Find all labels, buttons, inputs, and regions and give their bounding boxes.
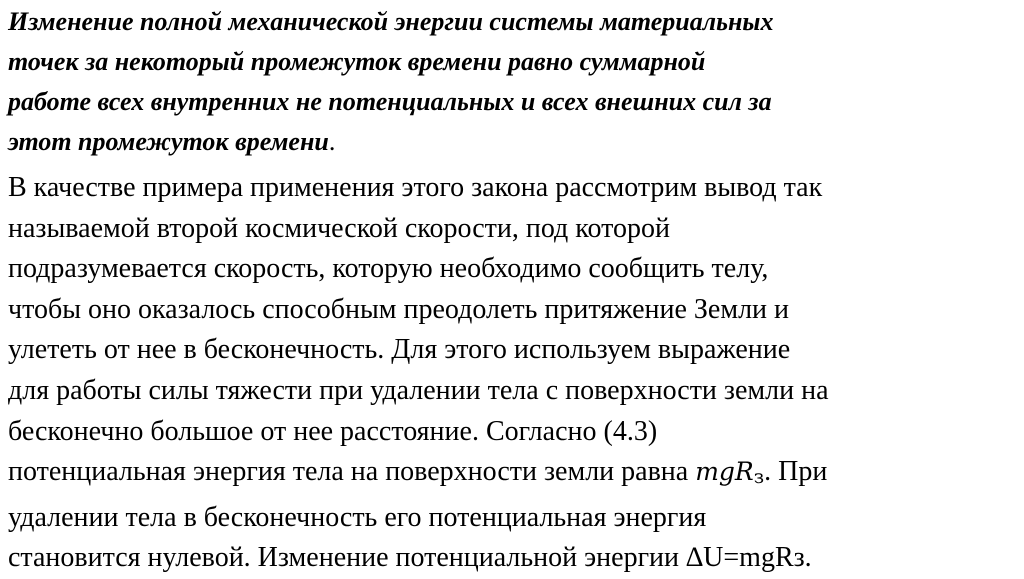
law-line-3: работе всех внутренних не потенциальных и всех внешних сил за	[8, 87, 772, 116]
example-line-2: называемой второй космической скорости, под которой	[8, 212, 670, 244]
example-line-1: В качестве примера применения этого закона рассмотрим вывод так	[8, 172, 823, 203]
example-paragraph	[8, 168, 1020, 579]
example-line-6: для работы силы тяжести при удалении тела с поверхности земли на	[8, 374, 829, 406]
example-line-7: бесконечно большое от нее расстояние. Согласно (4.3)	[8, 415, 658, 447]
formula-mgr	[695, 457, 765, 489]
law-line-1: Изменение полной механической энергии системы материальных	[8, 7, 774, 36]
example-line-9: удалении тела в бесконечность его потенциальная энергия	[8, 501, 707, 533]
law-line-4	[8, 122, 1020, 162]
formula-subscript: з	[753, 466, 765, 489]
example-line-4: чтобы оно оказалось способным преодолеть притяжение Земли и	[8, 293, 790, 325]
example-line-8	[8, 452, 1020, 498]
formula-main: mgR	[695, 457, 754, 487]
law-end-punct: .	[328, 127, 336, 156]
law-line-2: точек за некоторый промежуток времени равно суммарной	[8, 47, 706, 76]
line-8-suffix: . При	[764, 456, 828, 488]
line-8-prefix: потенциальная энергия тела на поверхности земли равна	[8, 456, 696, 488]
law-statement	[8, 2, 1020, 162]
example-line-5: улететь от нее в бесконечность. Для этого используем выражение	[8, 334, 791, 366]
example-line-3: подразумевается скорость, которую необходимо сообщить телу,	[8, 253, 769, 285]
example-line-10: становится нулевой. Изменение потенциальной энергии ∆U=mgRз.	[8, 542, 812, 574]
law-line-4-text: этот промежуток времени	[8, 127, 329, 156]
